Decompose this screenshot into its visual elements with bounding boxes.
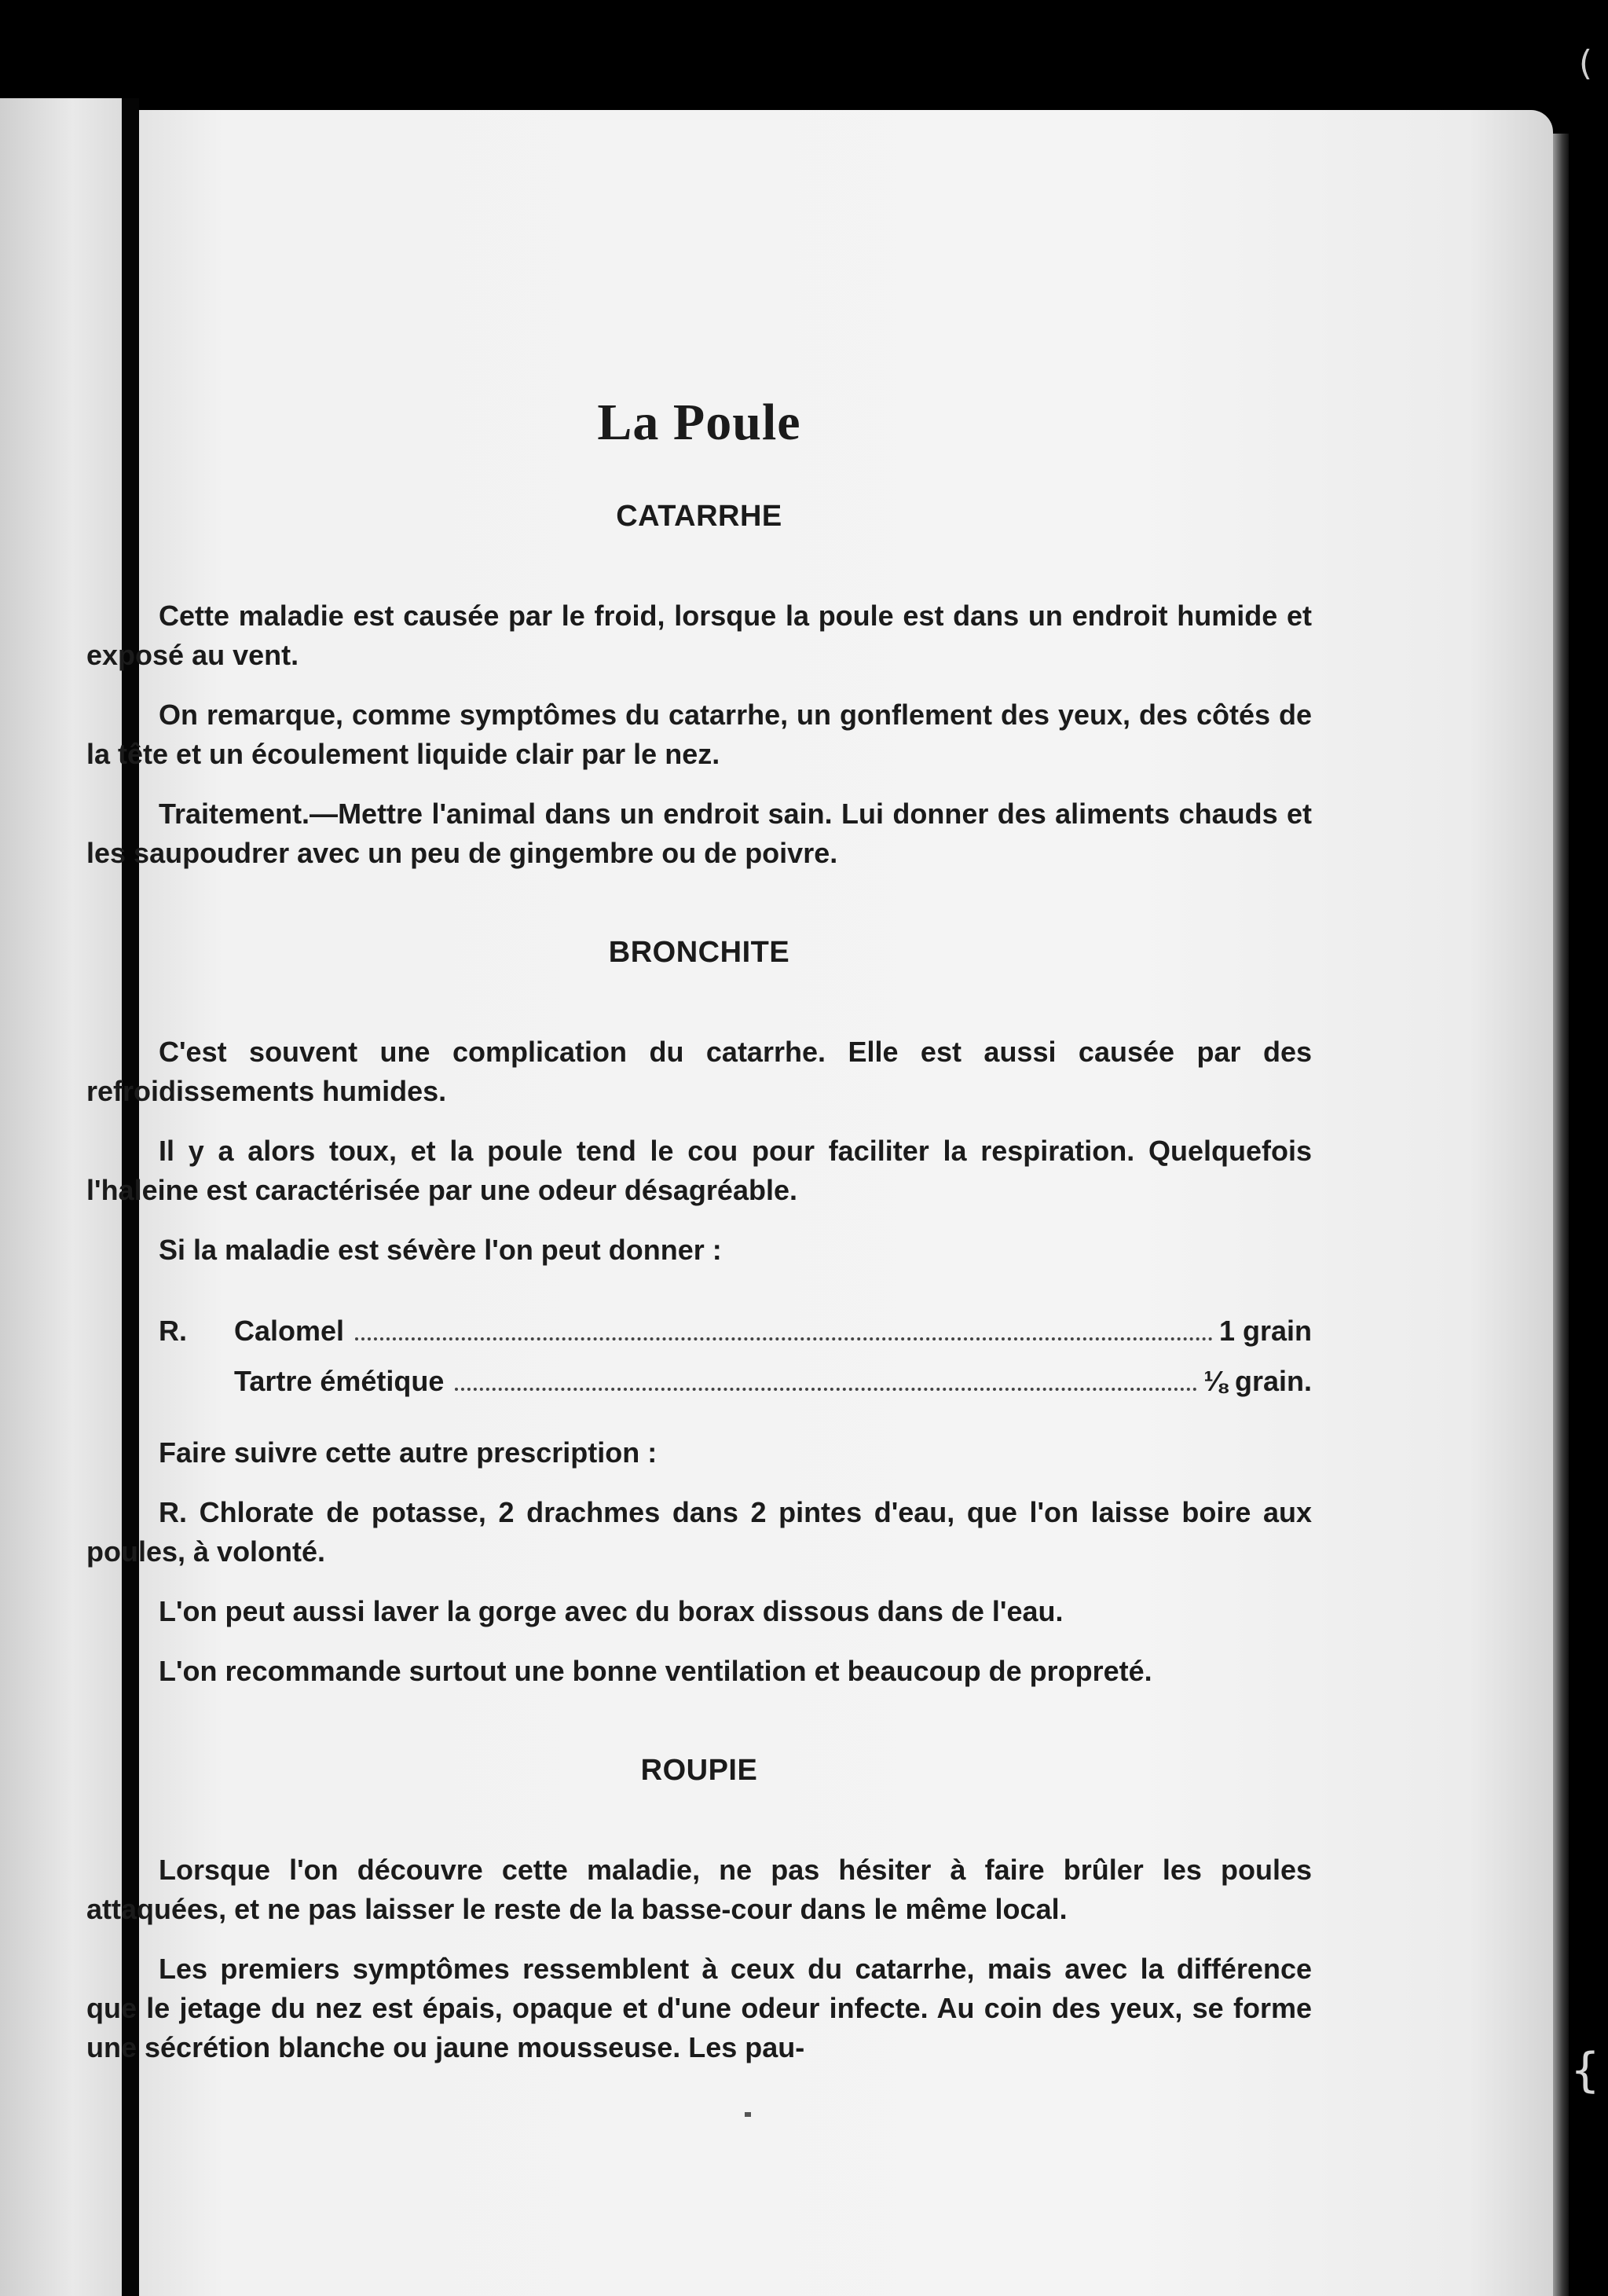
paragraph: Cette maladie est causée par le froid, lorsque la poule est dans un endroit humide et exposé au vent.: [86, 600, 1312, 671]
prescription-item-dose: 1 grain: [1218, 1315, 1312, 1347]
scan-corner-mark: (: [1578, 43, 1592, 83]
treatment-paragraph: [86, 794, 1312, 873]
page-title: La Poule: [597, 394, 801, 451]
paragraph: Si la maladie est sévère l'on peut donner :: [159, 1234, 722, 1266]
prescription-item-name: Tartre émétique: [234, 1365, 445, 1397]
paragraph: Les premiers symptômes ressemblent à ceux du catarrhe, mais avec la différence que le jetage du nez est épais, opaque et d'une odeur infecte. Au coin des yeux, se forme une sécrétion blanche ou jaune mousseuse. Les pau-: [86, 1953, 1312, 2063]
page-mark: [745, 2112, 751, 2117]
treatment-text: Mettre l'animal dans un endroit sain. Lui donner des aliments chauds et les saupoudrer avec un peu de gingembre ou de poivre.: [86, 798, 1312, 869]
prescription-item-name: Calomel: [234, 1315, 345, 1347]
prescription-item-dose: ⅛ grain.: [1203, 1365, 1312, 1397]
section-heading-roupie: ROUPIE: [640, 1754, 758, 1787]
section-heading-catarrhe: CATARRHE: [616, 500, 782, 533]
section-heading-bronchite: BRONCHITE: [608, 936, 790, 969]
paragraph: On remarque, comme symptômes du catarrhe, un gonflement des yeux, des côtés de la tête et un écoulement liquide clair par le nez.: [86, 699, 1312, 770]
paragraph: Lorsque l'on découvre cette maladie, ne pas hésiter à faire brûler les poules attaquées, et ne pas laisser le reste de la basse-cour dans le même local.: [86, 1854, 1312, 1925]
scan-edge-mark: {: [1570, 2043, 1600, 2098]
prescription-row: [86, 1356, 1312, 1407]
paragraph: Il y a alors toux, et la poule tend le cou pour faciliter la respiration. Quelquefois l'haleine est caractérisée par une odeur désagréable.: [86, 1135, 1312, 1206]
paragraph: Faire suivre cette autre prescription :: [159, 1436, 657, 1469]
paragraph: C'est souvent une complication du catarrhe. Elle est aussi causée par des refroidissements humides.: [86, 1036, 1312, 1107]
paragraph: L'on recommande surtout une bonne ventilation et beaucoup de propreté.: [159, 1655, 1152, 1687]
prescription-prefix: R.: [159, 1315, 187, 1347]
treatment-label: Traitement.—: [159, 798, 339, 830]
dot-leader: [355, 1337, 1213, 1341]
page-edge-shadow: [1553, 134, 1569, 2296]
page-content: [86, 275, 1312, 2067]
prescription-list: [86, 1306, 1312, 1407]
paragraph: R. Chlorate de potasse, 2 drachmes dans 2 pintes d'eau, que l'on laisse boire aux poules, à volonté.: [86, 1496, 1312, 1568]
paragraph: L'on peut aussi laver la gorge avec du borax dissous dans de l'eau.: [159, 1595, 1064, 1627]
dot-leader: [455, 1387, 1197, 1391]
prescription-row: [86, 1306, 1312, 1356]
